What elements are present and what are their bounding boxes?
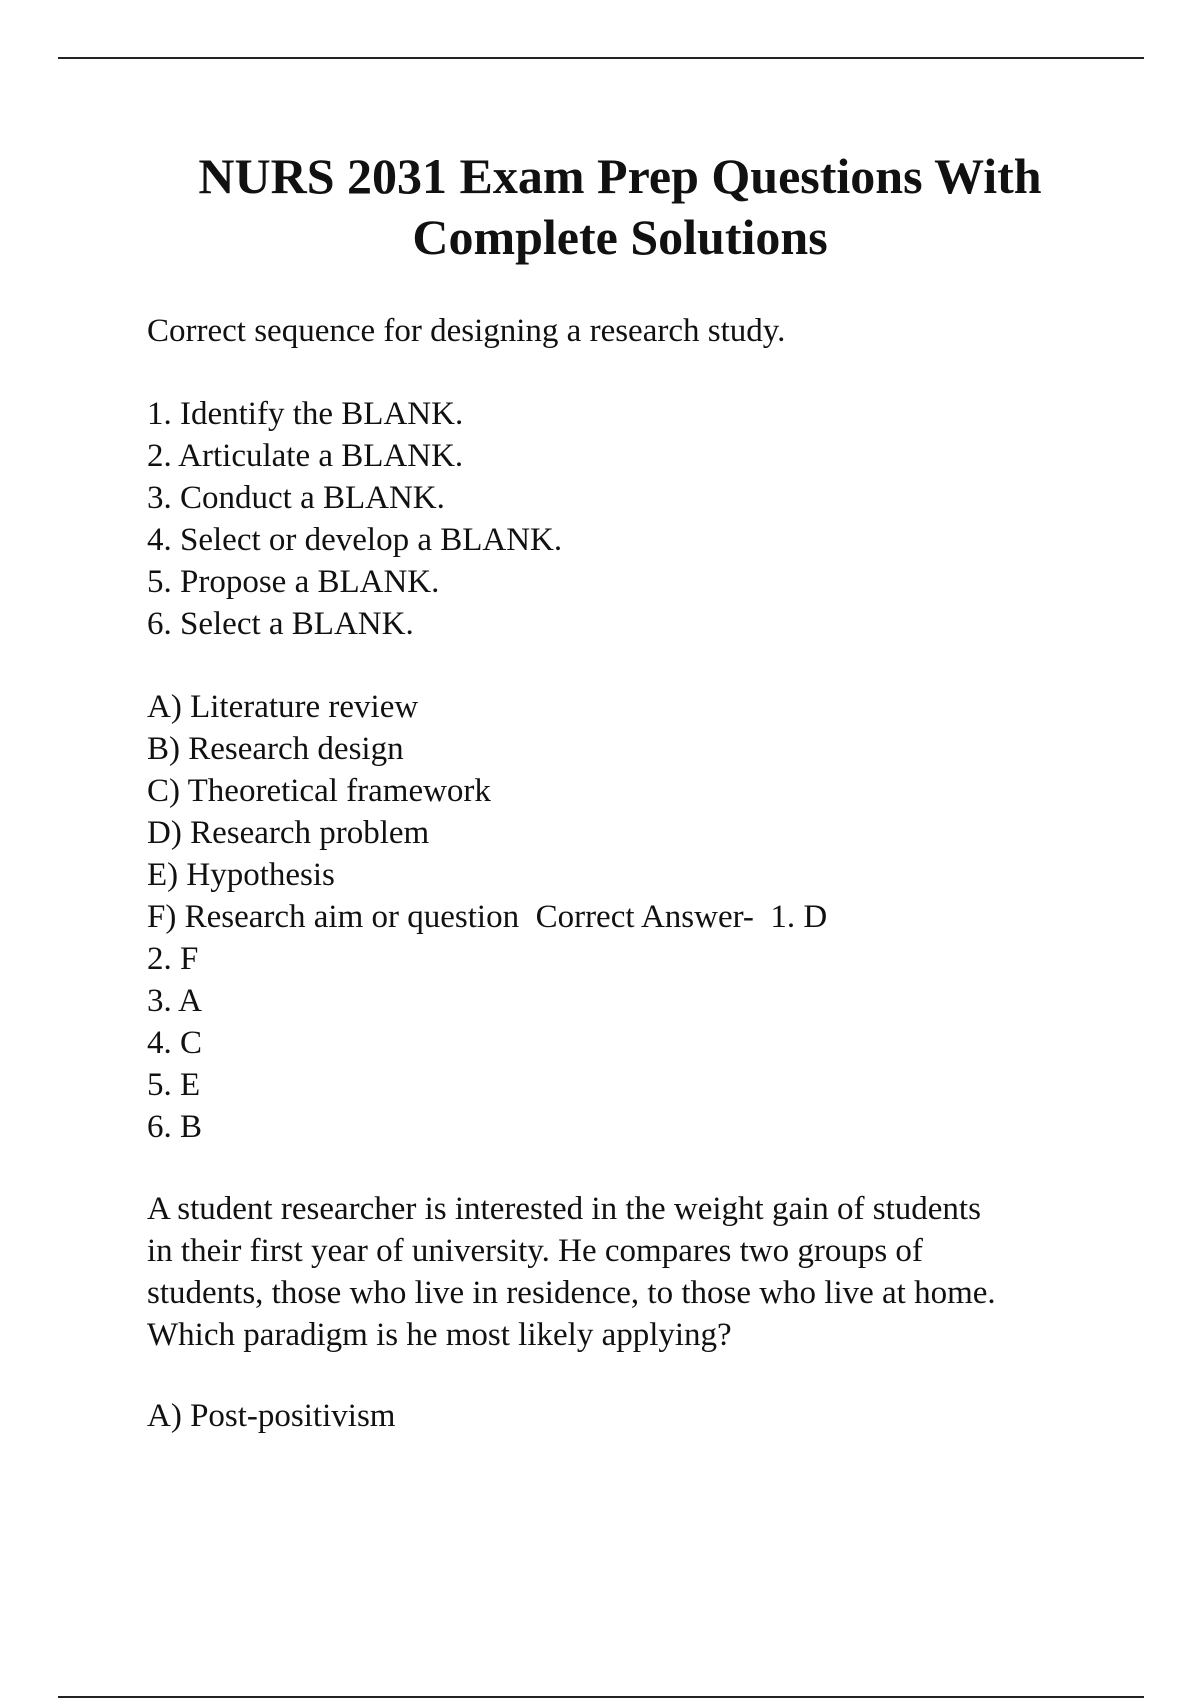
step-item: 2. Articulate a BLANK.: [147, 438, 464, 474]
option-item: E) Hypothesis: [147, 857, 335, 893]
bottom-rule: [58, 1696, 1144, 1698]
title-line-2: Complete Solutions: [412, 209, 828, 265]
option-item: C) Theoretical framework: [147, 773, 491, 809]
question-2-options: [147, 1395, 1127, 1437]
question-2-stem-line: in their first year of university. He compares two groups of: [147, 1233, 923, 1269]
question-2-stem-line: Which paradigm is he most likely applying?: [147, 1317, 732, 1353]
page-title: [60, 146, 1180, 268]
answer-item: 3. A: [147, 983, 203, 1019]
option-item: B) Research design: [147, 731, 404, 767]
question-2-stem-line: students, those who live in residence, to those who live at home.: [147, 1275, 996, 1311]
step-item: 3. Conduct a BLANK.: [147, 480, 445, 516]
option-item: A) Literature review: [147, 689, 419, 725]
title-line-1: NURS 2031 Exam Prep Questions With: [198, 148, 1042, 204]
question-2-stem: [147, 1188, 1127, 1356]
answer-item: 2. F: [147, 941, 199, 977]
step-item: 6. Select a BLANK.: [147, 606, 414, 642]
option-item-with-answer: F) Research aim or question Correct Answer- 1. D: [147, 899, 828, 935]
question-2-stem-line: A student researcher is interested in the weight gain of students: [147, 1191, 981, 1227]
top-rule: [58, 57, 1144, 59]
step-item: 4. Select or develop a BLANK.: [147, 522, 563, 558]
question-1-steps: [147, 393, 1127, 645]
question-1-options: [147, 686, 1127, 938]
option-item: A) Post-positivism: [147, 1398, 396, 1434]
answer-item: 5. E: [147, 1067, 201, 1103]
answer-item: 4. C: [147, 1025, 203, 1061]
option-item: D) Research problem: [147, 815, 430, 851]
question-1-answers: [147, 938, 1127, 1148]
answer-item: 6. B: [147, 1109, 203, 1145]
step-item: 1. Identify the BLANK.: [147, 396, 464, 432]
step-item: 5. Propose a BLANK.: [147, 564, 440, 600]
question-1-stem: [147, 310, 1127, 352]
question-1-stem-text: Correct sequence for designing a research study.: [147, 313, 786, 349]
